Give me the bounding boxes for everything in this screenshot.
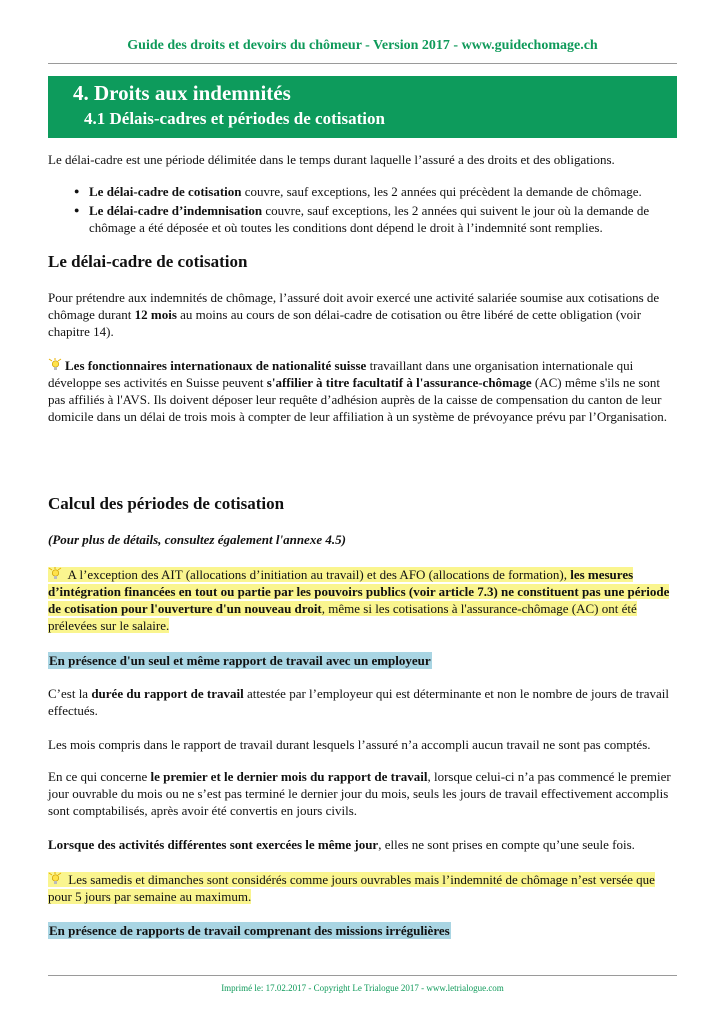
heading-calcul-periodes: Calcul des périodes de cotisation	[48, 494, 285, 513]
tip-samedis-dimanches: Les samedis et dimanches sont considérés comme jours ouvrables mais l’indemnité de chômage n’est versée que pour 5 jours par semaine au maximum.	[48, 872, 655, 904]
bullet-item-cotisation: ● Le délai-cadre de cotisation couvre, sauf exceptions, les 2 années qui précèdent la demande de chômage.	[72, 183, 680, 200]
premier-dernier-mois-paragraph: En ce qui concerne le premier et le dernier mois du rapport de travail, lorsque celui-ci n’a pas commencé le premier jour ouvrable du mois ou ne s’est pas terminé le dernier jour du mois, seuls les jours de travail effectivement accomplis sont comptabilisés, après avoir été convertis en jours civils.	[48, 769, 671, 818]
cotisation-paragraph: Pour prétendre aux indemnités de chômage, l’assuré doit avoir exercé une activité salariée soumise aux cotisations de chômage durant 12 mois au moins au cours de son délai-cadre de cotisation ou être libéré de cette obligation (voir chapitre 14).	[48, 290, 660, 339]
lightbulb-icon	[48, 358, 63, 371]
duree-rapport-paragraph: C’est la durée du rapport de travail attestée par l’employeur qui est déterminante et non le nombre de jours de travail effectués.	[48, 686, 669, 718]
bullet-item-indemnisation: ● Le délai-cadre d’indemnisation couvre, sauf exceptions, les 2 années qui suivent le jour où la demande de chômage a été déposée et où toutes les conditions dont dépend le droit à l’indemnité sont remplies.	[72, 202, 680, 236]
tip-mesures-integration: A l’exception des AIT (allocations d’initiation au travail) et des AFO (allocations de formation), les mesures d’intégration financées en tout ou partie par les pouvoirs publics (voir article 7.3) ne constituent pas une période de cotisation pour l'ouverture d'un nouveau droit, même si les cotisations à l'assurance-chômage (AC) ont été prélevées sur le salaire.	[48, 567, 670, 633]
tip-fonctionnaires: Les fonctionnaires internationaux de nationalité suisse travaillant dans une organisation internationale qui développe ses activités en Suisse peuvent s'affilier à titre facultatif à l'assurance-chômage (AC) même s'ils ne sont pas affiliés à l'AVS. Ils doivent déposer leur requête d’adhésion auprès de la caisse de compensation du canton de leur domicile dans un délai de trois mois à compter de leur affiliation à un système de prévoyance prévu par l’Organisation.	[48, 358, 667, 424]
footer-divider	[48, 975, 677, 976]
delai-bullet-list	[72, 183, 680, 238]
page-footer: Imprimé le: 17.02.2017 - Copyright Le Trialogue 2017 - www.letrialogue.com	[221, 983, 504, 993]
subheading-seul-rapport: En présence d'un seul et même rapport de travail avec un employeur	[49, 653, 431, 668]
page-header: Guide des droits et devoirs du chômeur - Version 2017 - www.guidechomage.ch	[127, 38, 598, 53]
annexe-note: (Pour plus de détails, consultez également l'annexe 4.5)	[48, 532, 346, 547]
mois-non-comptes-paragraph: Les mois compris dans le rapport de travail durant lesquels l’assuré n’a accompli aucun travail ne sont pas comptés.	[48, 737, 651, 752]
header-divider	[48, 63, 677, 64]
lightbulb-icon	[48, 567, 63, 580]
activites-meme-jour-paragraph: Lorsque des activités différentes sont exercées le même jour, elles ne sont prises en compte qu’une seule fois.	[48, 837, 635, 852]
lightbulb-icon	[48, 872, 63, 885]
heading-delai-cadre-cotisation: Le délai-cadre de cotisation	[48, 252, 248, 271]
subheading-missions-irregulieres: En présence de rapports de travail comprenant des missions irrégulières	[49, 923, 450, 938]
chapter-title: 4. Droits aux indemnités	[73, 81, 291, 105]
chapter-banner	[48, 76, 677, 138]
section-title: 4.1 Délais-cadres et périodes de cotisation	[84, 109, 385, 128]
intro-paragraph: Le délai-cadre est une période délimitée dans le temps durant laquelle l’assuré a des droits et des obligations.	[48, 152, 615, 167]
